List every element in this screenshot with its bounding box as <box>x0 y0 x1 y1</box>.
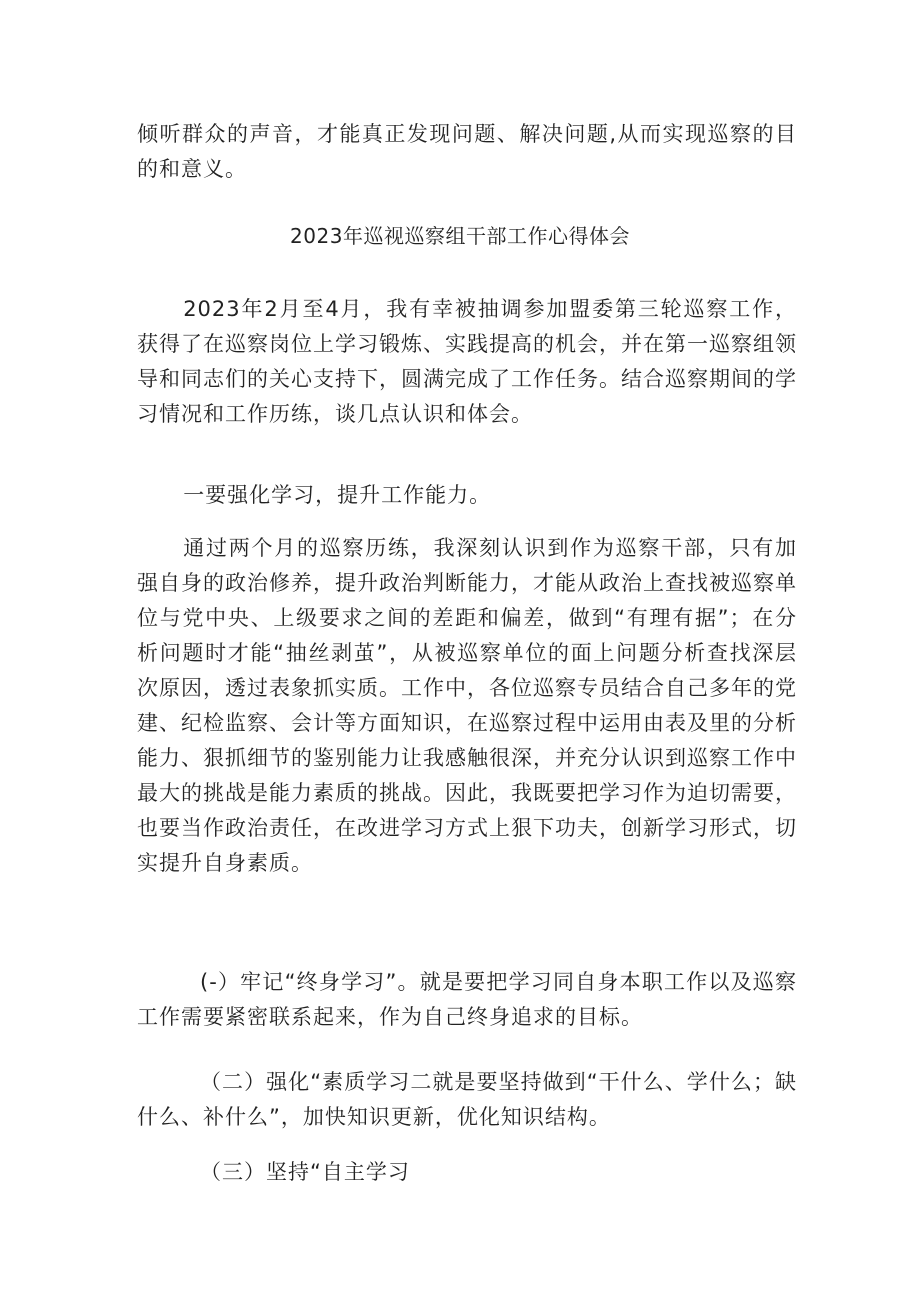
paragraph-item-1: (-）牢记“终身学习”。就是要把学习同自身本职工作以及巡察工作需要紧密联系起来，作为自己终身追求的目标。 <box>137 970 797 1029</box>
paragraph-item-2: （二）强化“素质学习二就是要坚持做到“干什么、学什么；缺什么、补什么”，加快知识更新，优化知识结构。 <box>137 1070 797 1129</box>
paragraph-item-3: （三）坚持“自主学习 <box>200 1160 410 1184</box>
paragraph-heading-1: 一要强化学习，提升工作能力。 <box>183 483 492 507</box>
document-title: 2023年巡视巡察组干部工作心得体会 <box>290 224 630 248</box>
intro-fragment: 倾听群众的声音，才能真正发现问题、解决问题,从而实现巡察的目的和意义。 <box>137 122 797 181</box>
paragraph-opening: 2023年2月至4月，我有幸被抽调参加盟委第三轮巡察工作，获得了在巡察岗位上学习锻炼、实践提高的机会，并在第一巡察组领导和同志们的关心支持下，圆满完成了工作任务。结合巡察期间的学习情况和工作历练，谈几点认识和体会。 <box>137 297 797 426</box>
paragraph-body: 通过两个月的巡察历练，我深刻认识到作为巡察干部，只有加强自身的政治修养，提升政治判断能力，才能从政治上查找被巡察单位与党中央、上级要求之间的差距和偏差，做到“有理有据”；在分析问题时才能“抽丝剥茧”，从被巡察单位的面上问题分析查找深层次原因，透过表象抓实质。工作中，各位巡察专员结合自己多年的党建、纪检监察、会计等方面知识，在巡察过程中运用由表及里的分析能力、狠抓细节的鉴别能力让我感触很深，并充分认识到巡察工作中最大的挑战是能力素质的挑战。因此，我既要把学习作为迫切需要，也要当作政治责任，在改进学习方式上狠下功夫，创新学习形式，切实提升自身素质。 <box>137 536 797 875</box>
